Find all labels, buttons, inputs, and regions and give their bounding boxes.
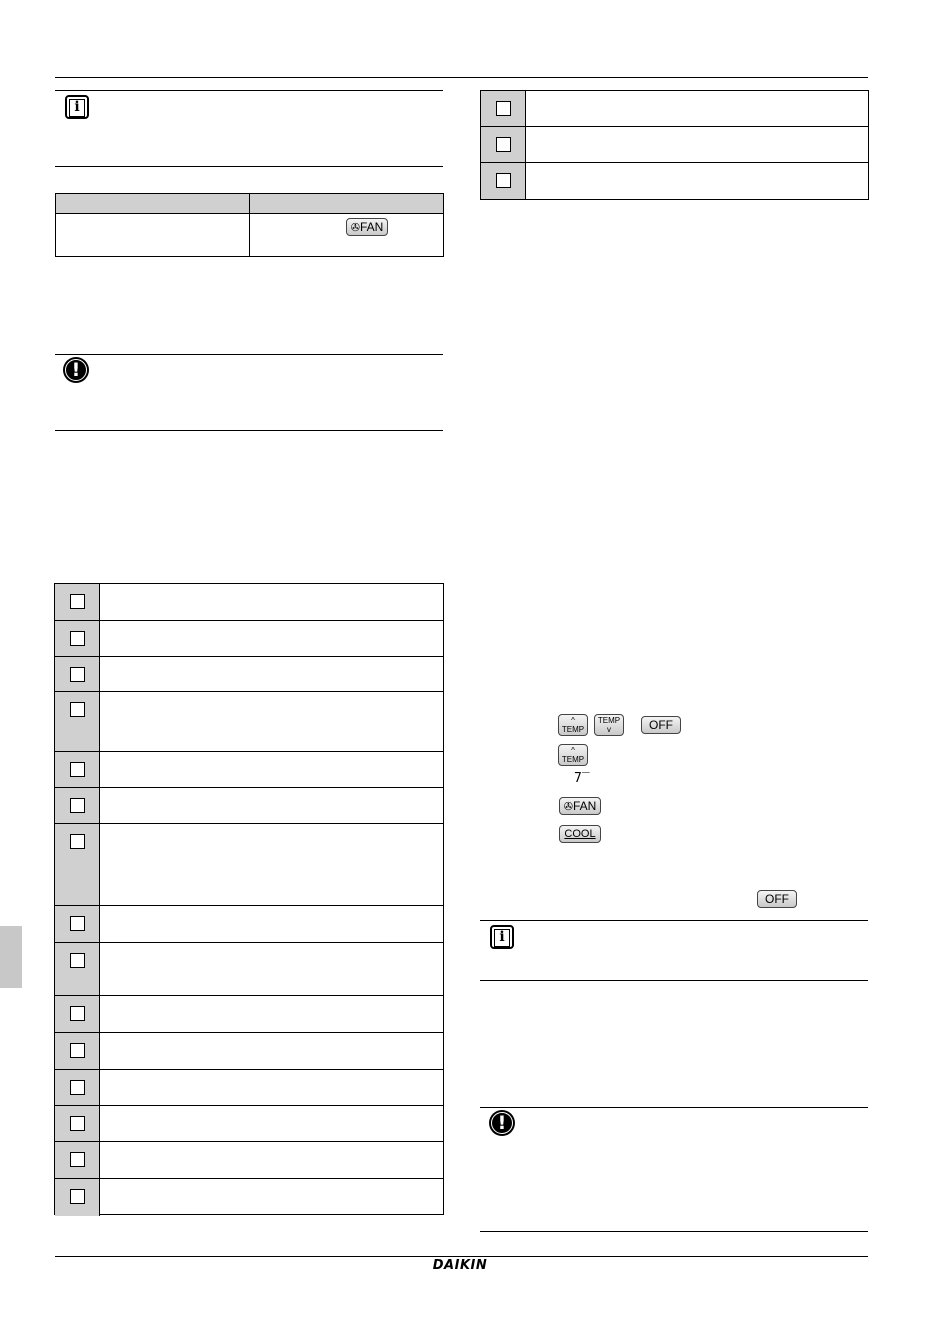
step-row [55,996,443,1033]
step-row [55,1070,443,1106]
step-row [55,1179,443,1216]
info-icon: i [490,925,514,949]
temp-up-label-2: TEMP [561,755,585,764]
step-number-cell [55,1033,100,1069]
temp-up-arrow-2: ^ [571,746,575,755]
step-checkbox [70,798,85,813]
temp-up-button [558,714,588,736]
step-row [55,906,443,943]
step-checkbox [70,834,85,849]
step-checkbox [70,1152,85,1167]
step-checkbox [70,1006,85,1021]
step-number-cell [55,621,100,656]
step-row [55,824,443,906]
step-row [55,621,443,657]
fan-button-label: FAN [359,220,384,234]
step-row [55,692,443,752]
step-checkbox [70,1080,85,1095]
step-number-cell [481,127,526,162]
off-button: OFF [641,716,681,734]
temp-down-button [594,714,624,736]
warning-note-top-rule [55,354,443,355]
step-row [55,943,443,996]
step-row [481,163,868,199]
step-number-cell [55,584,100,620]
footer-rule [55,1256,868,1257]
temp-up-label: TEMP [561,725,585,734]
step-row [55,788,443,824]
step-checkbox [70,594,85,609]
step-number-cell [55,692,100,751]
step-checkbox [496,173,511,188]
step-number-cell [55,943,100,995]
temp-down-arrow: v [607,725,611,734]
cool-button: COOL [559,825,601,843]
step-number-cell [55,788,100,823]
step-number-cell [55,1179,100,1216]
step-row [55,1142,443,1179]
step-number-cell [55,824,100,905]
step-row [55,1106,443,1142]
step-checkbox [496,101,511,116]
step-number-cell [481,91,526,126]
header-rule [55,77,868,78]
step-checkbox [70,667,85,682]
display-code: 7‾ [574,771,590,786]
mode-table-divider [249,194,250,256]
left-step-table [54,583,444,1215]
step-number-cell [55,906,100,942]
fan-icon-2: ✇ [563,801,573,813]
step-checkbox [496,137,511,152]
step-number-cell [55,1070,100,1105]
step-number-cell [55,657,100,691]
warning-note-bottom-rule [55,430,443,431]
step-number-cell [55,1106,100,1141]
mode-table [55,193,444,257]
step-checkbox [70,762,85,777]
step-row [55,584,443,621]
step-number-cell [55,752,100,787]
step-number-cell [55,1142,100,1178]
off-button-2: OFF [757,890,797,908]
step-checkbox [70,1116,85,1131]
right-info-note-bottom-rule [480,980,868,981]
warning-icon: ! [63,357,89,383]
info-note-top-rule [55,90,443,91]
right-info-note-top-rule [480,920,868,921]
step-row [55,752,443,788]
fan-button [346,218,388,236]
warning-icon: ! [489,1110,515,1136]
step-checkbox [70,702,85,717]
info-icon: i [65,95,89,119]
temp-up-arrow: ^ [571,716,575,725]
step-number-cell [55,996,100,1032]
step-row [481,91,868,127]
info-note-bottom-rule [55,166,443,167]
step-number-cell [481,163,526,199]
step-checkbox [70,631,85,646]
fan-icon: ✇ [350,222,360,234]
fan-button-2-label: FAN [572,799,597,813]
daikin-logo: DAIKIN [432,1258,488,1273]
step-row [55,657,443,692]
right-warning-note-top-rule [480,1107,868,1108]
temp-down-label: TEMP [597,716,621,725]
temp-up-button-2 [558,744,588,766]
step-row [55,1033,443,1070]
step-checkbox [70,1043,85,1058]
step-row [481,127,868,163]
step-checkbox [70,953,85,968]
step-checkbox [70,916,85,931]
right-warning-note-bottom-rule [480,1231,868,1232]
side-tab [0,926,22,988]
step-checkbox [70,1189,85,1204]
right-step-table [480,90,869,200]
fan-button-2 [559,797,601,815]
